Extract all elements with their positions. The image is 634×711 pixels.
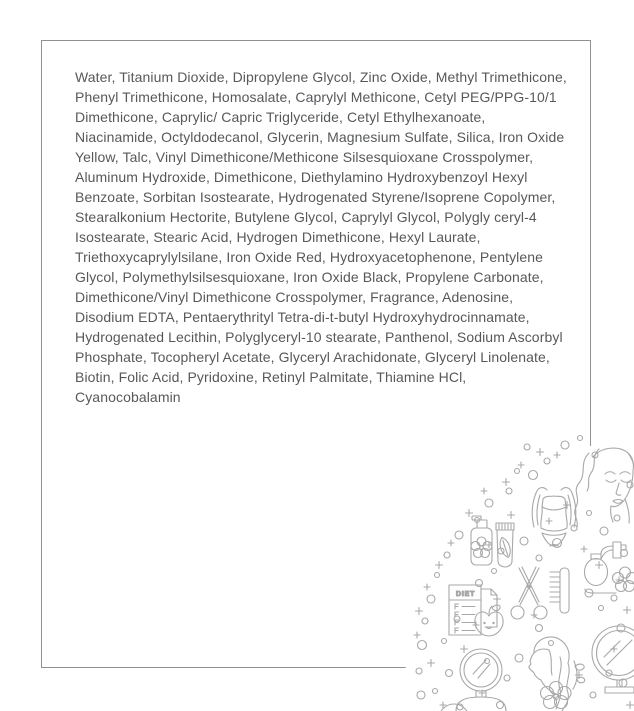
diet-label: DIET [456, 591, 476, 598]
beauty-icons-cluster [390, 425, 634, 711]
ingredients-text: Water, Titanium Dioxide, Dipropylene Glycol, Zinc Oxide, Methyl Trimethicone, Phenyl Trimethicone, Homosalate, Caprylyl Methicone, Cetyl PEG/PPG-10/1 Dimethicone, Caprylic/ Capric Triglyceride, Cetyl Ethylhexanoate, Niacinamide, Octyldodecanol, Glycerin, Magnesium Sulfate, Silica, Iron Oxide Yellow, Talc, Vinyl Dimethicone/Methicone Silsesquioxane Crosspolymer, Aluminum Hydroxide, Dimethicone, Diethylamino Hydroxybenzoyl Hexyl Benzoate, Sorbitan Isostearate, Hydrogenated Styrene/Isoprene Copolymer, Stearalkonium Hectorite, Butylene Glycol, Caprylyl Glycol, Polygly ceryl-4 Isostearate, Stearic Acid, Hydrogen Dimethicone, Hexyl Laurate, Triethoxycaprylylsilane, Iron Oxide Red, Hydroxyacetophenone, Pentylene Glycol, Polymethylsilsesquioxane, Iron Oxide Black, Propylene Carbonate, Dimethicone/Vinyl Dimethicone Crosspolymer, Fragrance, Adenosine, Disodium EDTA, Pentaerythrityl Tetra-di-t-butyl Hydroxyhydrocinnamate, Hydrogenated Lecithin, Polyglyceryl-10 stearate, Panthenol, Sodium Ascorbyl Phosphate, Tocopheryl Acetate, Glyceryl Arachidonate, Glyceryl Linolenate, Biotin, Folic Acid, Pyridoxine, Retinyl Palmitate, Thiamine HCl, Cyanocobalamin [75, 69, 567, 405]
